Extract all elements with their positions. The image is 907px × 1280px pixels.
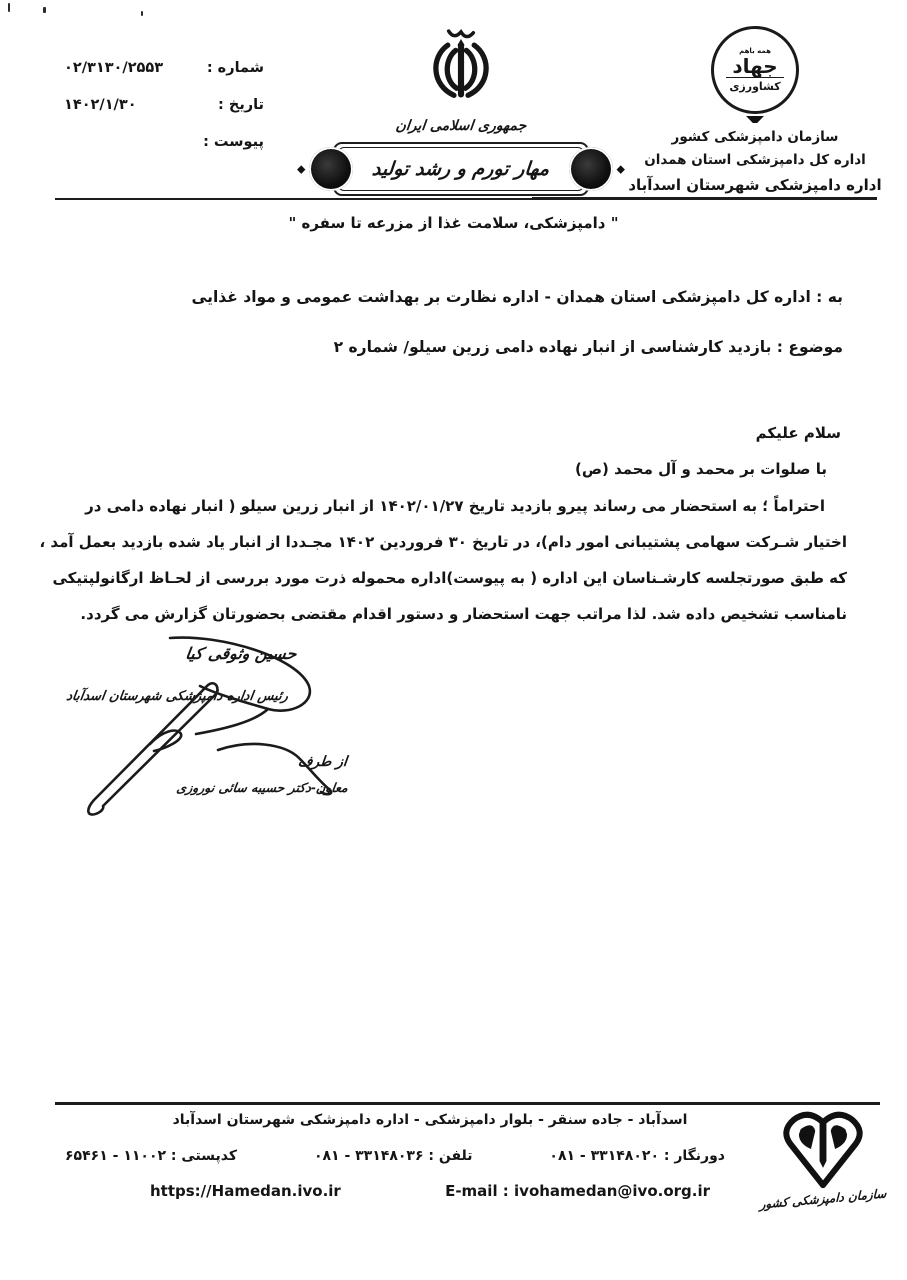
footer-links <box>150 1182 710 1200</box>
body-line: نامناسب تشخیص داده شد. لذا مراتب جهت استحضار و دستور اقدام مقتضی بحضورتان گزارش می گردد. <box>80 605 847 623</box>
badge-top-text: همه باهم <box>739 47 771 55</box>
org-line-province: اداره کل دامپزشکی استان همدان <box>644 152 866 168</box>
year-slogan-banner <box>297 142 625 196</box>
badge-sub-text: کشاورزی <box>729 80 781 93</box>
org-line-county: اداره دامپزشکی شهرستان اسدآباد <box>628 176 882 194</box>
header-divider <box>55 198 877 200</box>
veterinary-organization-logo <box>767 1106 879 1192</box>
letter-body <box>39 488 847 632</box>
org-line-national: سازمان دامپزشکی کشور <box>671 129 839 145</box>
badge-base-mark-icon <box>746 116 764 123</box>
letter-number-value: ۰۲/۳۱۳۰/۲۵۵۳ <box>64 60 164 76</box>
banner-rosette-icon <box>309 147 353 191</box>
year-slogan: مهار تورم و رشد تولید <box>371 158 551 180</box>
banner-finial-icon: ◆ <box>616 162 625 176</box>
footer-website: https://Hamedan.ivo.ir <box>150 1182 341 1200</box>
deputy-name: معاون-دکتر حسیبه سائی نوروزی <box>175 780 350 795</box>
body-line: احتراماً ؛ به استحضار می رساند پیرو بازدید تاریخ ۱۴۰۲/۰۱/۲۷ از انبار زرین سیلو ( انبار نهاده دامی در <box>85 497 825 515</box>
organization-block <box>618 26 892 198</box>
letter-date-row <box>64 97 264 113</box>
signer-title: رئیس اداره دامپزشکی شهرستان اسدآباد <box>65 689 290 704</box>
banner-rosette-icon <box>569 147 613 191</box>
letter-number-label: شماره : <box>206 60 264 76</box>
scan-noise <box>141 11 143 16</box>
signature-block <box>58 632 478 827</box>
letter-attachment-label: پیوست : <box>203 134 264 150</box>
organization-lines <box>618 126 892 198</box>
recipient-line: به : اداره کل دامپزشکی استان همدان - اداره نظارت بر بهداشت عمومی و مواد غذایی <box>191 288 843 306</box>
on-behalf-label: از طرف <box>297 754 348 770</box>
banner-finial-icon: ◆ <box>297 162 306 176</box>
letterhead-motto: " دامپزشکی، سلامت غذا از مزرعه تا سفره " <box>288 214 619 232</box>
body-line: که طبق صورتجلسه کارشـناسان این اداره ( به پیوست)اداره محموله ذرت مورد بررسی از لحـاظ ارگانولپتیکی <box>52 569 847 587</box>
national-emblem-block <box>297 24 625 196</box>
jahad-keshavarzi-logo <box>711 26 799 114</box>
footer-address: اسدآباد - جاده سنقر - بلوار دامپزشکی - اداره دامپزشکی شهرستان اسدآباد <box>172 1112 688 1128</box>
scan-noise <box>8 3 10 12</box>
footer-divider <box>55 1102 880 1105</box>
handwritten-signature <box>58 632 478 827</box>
badge-main-text: جهاد <box>726 55 783 78</box>
ivo-logo-caption: سازمان دامپزشکی کشور <box>759 1186 887 1212</box>
salutation-line: با صلوات بر محمد و آل محمد (ص) <box>574 460 827 478</box>
iran-emblem-icon <box>417 24 505 112</box>
scan-noise <box>43 7 46 13</box>
letter-meta-block <box>64 60 264 171</box>
body-line: اختیار شـرکت سهامی پشتیبانی امور دام)، در تاریخ ۳۰ فروردین ۱۴۰۲ مجـددا از انبار یاد شده بازدید بعمل آمد ، <box>39 533 847 551</box>
letter-date-value: ۱۴۰۲/۱/۳۰ <box>64 97 137 113</box>
country-name: جمهوری اسلامی ایران <box>394 118 528 134</box>
letter-number-row <box>64 60 264 76</box>
footer-fax: دورنگار : ۳۳۱۴۸۰۲۰ - ۰۸۱ <box>549 1148 725 1164</box>
subject-line: موضوع : بازدید کارشناسی از انبار نهاده دامی زرین سیلو/ شماره ۲ <box>333 338 843 356</box>
footer-email: E-mail : ivohamedan@ivo.org.ir <box>445 1182 710 1200</box>
ivo-logo-block <box>748 1106 898 1212</box>
letter-attachment-row <box>64 134 264 150</box>
letter-date-label: تاریخ : <box>218 97 264 113</box>
footer-contacts <box>65 1148 725 1164</box>
greeting-line: سلام علیکم <box>755 424 841 442</box>
footer-phone: تلفن : ۳۳۱۴۸۰۳۶ - ۰۸۱ <box>313 1148 473 1164</box>
signer-name: حسین وثوقی کیا <box>184 644 298 663</box>
footer-postal-code: کدپستی : ۱۱۰۰۲ - ۶۵۴۶۱ <box>65 1148 238 1164</box>
